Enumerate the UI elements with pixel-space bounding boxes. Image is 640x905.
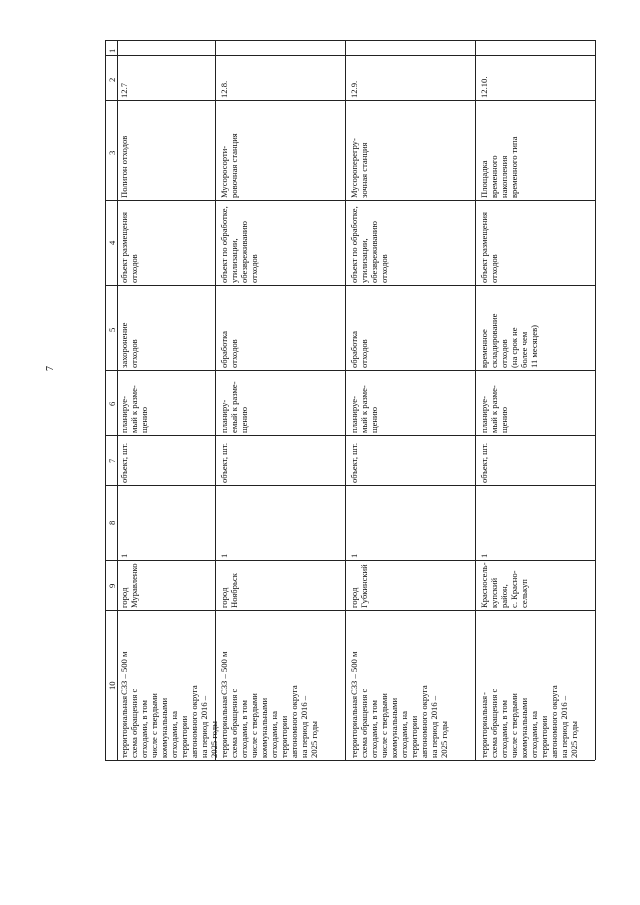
waste-facilities-table [105, 40, 595, 760]
sanitary-zone: СЗЗ – 500 м [349, 651, 359, 695]
object-type: объект по обработке, утилизации, обезвреживанию отходов [349, 206, 389, 283]
source-document: территориальная схема обращения с отходами, в том числе с твердыми коммунальными отходами, на территории автономного округа на период 2016 – 2025 годы [119, 685, 219, 758]
activity: обработка отходов [219, 331, 239, 368]
quantity: 1 [479, 553, 489, 558]
sanitary-zone: СЗЗ – 500 м [219, 651, 229, 695]
object-type: объект по обработке, утилизации, обезвреживанию отходов [219, 206, 259, 283]
status: планируе- мый к разме- щению [479, 385, 509, 433]
status: планируе- мый к разме- щению [349, 385, 379, 433]
quantity: 1 [119, 553, 129, 558]
activity: временное складирование отходов (на срок не более чем 11 месяцев) [479, 313, 539, 368]
sanitary-zone: СЗЗ – 500 м [119, 651, 129, 695]
header-cell: 1 [107, 48, 117, 53]
activity: захоронение отходов [119, 322, 139, 368]
header-cell: 3 [107, 150, 117, 155]
header-cell: 7 [107, 458, 117, 463]
unit: объект, шт. [479, 442, 489, 483]
page-number: 7 [45, 366, 56, 371]
quantity: 1 [349, 553, 359, 558]
status: планиру- емый к разме- щению [219, 381, 249, 433]
sanitary-zone: - [479, 692, 489, 695]
header-cell: 4 [107, 240, 117, 245]
facility-name: Полигон отходов [119, 135, 129, 198]
facility-name: Мусоросорти- ровочная станция [219, 133, 239, 198]
location: Красносель- купский район, с. Красно- селькуп [479, 562, 529, 608]
row-number: 12.7 [119, 82, 129, 98]
status: планируе- мый к разме- щению [119, 385, 149, 433]
source-document: территориальная схема обращения с отходами, в том числе с твердыми коммунальными отходами, на территории автономного округа на период 2016 – 2025 годы [219, 685, 319, 758]
header-cell: 6 [107, 401, 117, 406]
facility-name: Площадка временного накопления временного типа [479, 136, 519, 198]
row-number: 12.9. [349, 80, 359, 98]
activity: обработка отходов [349, 331, 369, 368]
object-type: объект размещения отходов [119, 212, 139, 283]
location: город Муравленко [119, 563, 139, 608]
source-document: территориальная схема обращения с отходами, в том числе с твердыми коммунальными отходами, на территории автономного округа на период 2016 – 2025 годы [349, 685, 449, 758]
row-number: 12.10. [479, 76, 489, 98]
source-document: территориальная схема обращения с отходами, в том числе с твердыми коммунальными отходами, на территории автономного округа на период 2016 – 2025 годы [479, 685, 579, 758]
quantity: 1 [219, 553, 229, 558]
unit: объект, шт. [349, 442, 359, 483]
header-cell: 5 [107, 327, 117, 332]
facility-name: Мусороперегру- зочная станция [349, 138, 369, 198]
location: город Ноябрьск [219, 573, 239, 608]
header-cell: 10 [107, 681, 117, 690]
row-number: 12.8. [219, 80, 229, 98]
location: город Губкинский [349, 564, 369, 608]
unit: объект, шт. [119, 442, 129, 483]
header-cell: 8 [107, 520, 117, 525]
header-cell: 9 [107, 583, 117, 588]
unit: объект, шт. [219, 442, 229, 483]
object-type: объект размещения отходов [479, 212, 499, 283]
header-cell: 2 [107, 77, 117, 82]
